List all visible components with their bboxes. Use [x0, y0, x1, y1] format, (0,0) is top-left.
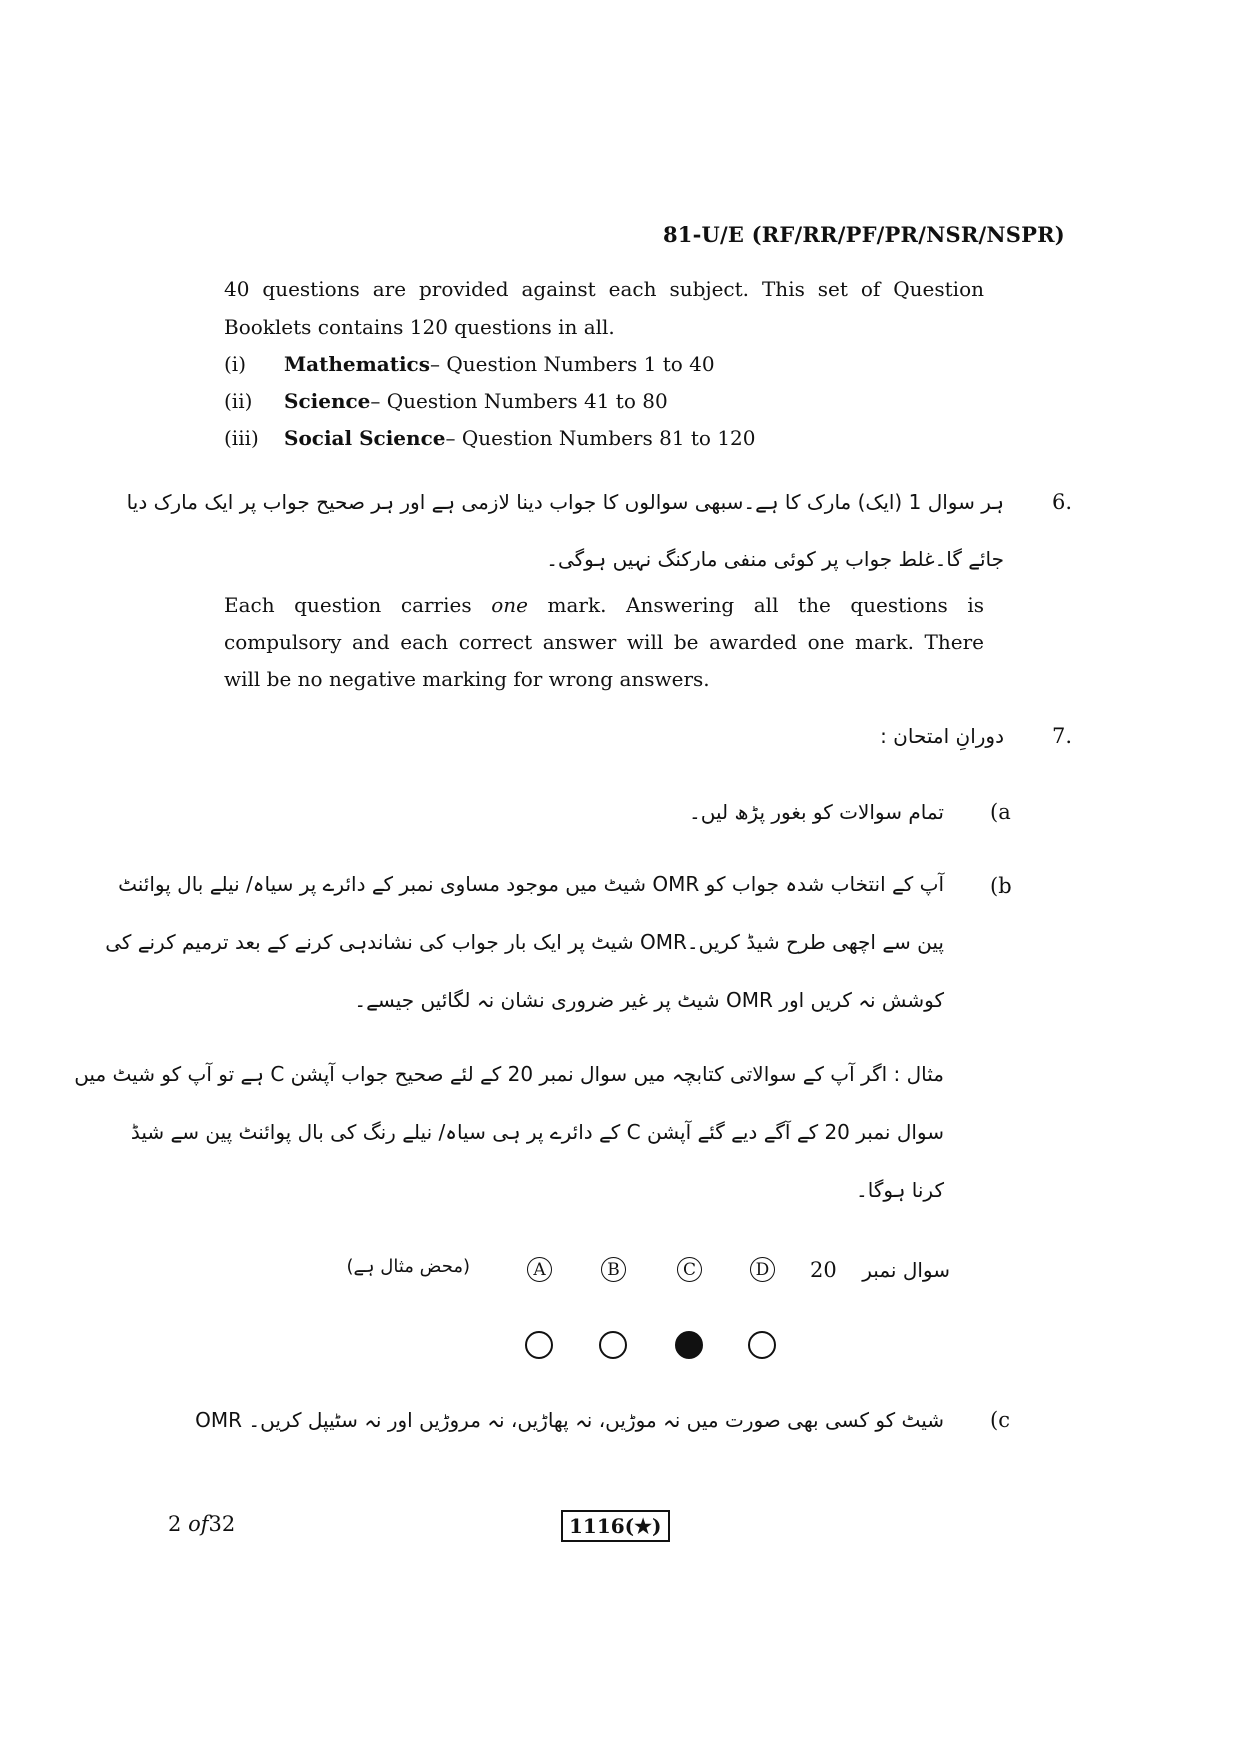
- item-6-urdu-line-1: ہر سوال 1 (ایک) مارک کا ہے۔سبھی سوالوں کا جواب دینا لازمی ہے اور ہر صحیح جواب پر ایک مارک دیا: [126, 490, 1004, 514]
- example-line-2: سوال نمبر 20 کے آگے دیے گئے آپشن C کے دائرے پر ہی سیاہ/ نیلے رنگ کی بال پوائنٹ پین سے شیڈ: [130, 1120, 944, 1144]
- bubble-d: [748, 1331, 776, 1359]
- intro-line-1: 40 questions are provided against each subject. This set of Question: [224, 277, 984, 301]
- item-6-english-line-2: compulsory and each correct answer will be awarded one mark. There: [224, 630, 984, 654]
- page-number: [168, 1512, 235, 1536]
- example-line-3: کرنا ہوگا۔: [856, 1178, 944, 1202]
- item-6-text-emphasis: one: [491, 593, 528, 617]
- question-number-value: 20: [810, 1258, 837, 1282]
- option-d-label: D: [750, 1257, 775, 1282]
- bubble-b: [599, 1331, 627, 1359]
- option-b-label: B: [601, 1257, 626, 1282]
- subject-range: – Question Numbers 1 to 40: [430, 352, 715, 376]
- subject-range: – Question Numbers 41 to 80: [370, 389, 668, 413]
- subject-name: Mathematics: [284, 352, 430, 376]
- bubble-a: [525, 1331, 553, 1359]
- subject-range: – Question Numbers 81 to 120: [445, 426, 756, 450]
- item-7a-label: (a: [990, 800, 1011, 824]
- subject-index: (i): [224, 352, 247, 376]
- item-6-text-post: mark. Answering all the questions is: [527, 593, 984, 617]
- page-current: 2: [168, 1512, 182, 1536]
- option-a-label: A: [527, 1257, 552, 1282]
- item-7b-line-1: آپ کے انتخاب شدہ جواب کو OMR شیٹ میں موجود مساوی نمبر کے دائرے پر سیاہ/ نیلے بال پوائنٹ: [118, 872, 944, 896]
- item-7b-label: (b: [990, 874, 1012, 898]
- item-6-urdu-line-2: جائے گا۔غلط جواب پر کوئی منفی مارکنگ نہیں ہوگی۔: [546, 547, 1004, 571]
- subject-list-item: [224, 419, 756, 457]
- item-6-number: 6.: [1052, 490, 1073, 514]
- item-7a-text: تمام سوالات کو بغور پڑھ لیں۔: [689, 800, 944, 824]
- item-7b-line-2: پین سے اچھی طرح شیڈ کریں۔OMR شیٹ پر ایک بار جواب کی نشاندہی کرنے کے بعد ترمیم کرنے کی: [105, 930, 944, 954]
- item-6-english-line-1: [224, 586, 984, 624]
- subject-list-item: [224, 382, 668, 420]
- item-7b-line-3: کوشش نہ کریں اور OMR شیٹ پر غیر ضروری نشان نہ لگائیں جیسے۔: [354, 988, 944, 1012]
- intro-line-2: Booklets contains 120 questions in all.: [224, 315, 615, 339]
- item-7c-label: (c: [990, 1408, 1010, 1432]
- subject-list-item: [224, 345, 715, 383]
- subject-name: Social Science: [284, 426, 446, 450]
- document-code: 81-U/E (RF/RR/PF/PR/NSR/NSPR): [663, 222, 1065, 247]
- page-of: of: [188, 1512, 209, 1536]
- question-number-label: سوال نمبر: [862, 1258, 950, 1282]
- subject-index: (iii): [224, 426, 259, 450]
- page-total: 32: [208, 1512, 236, 1536]
- item-7c-text: OMR شیٹ کو کسی بھی صورت میں نہ موڑیں، نہ پھاڑیں، نہ مروڑیں اور نہ سٹیپل کریں۔: [195, 1408, 944, 1432]
- item-6-text-pre: Each question carries: [224, 593, 492, 617]
- subject-index: (ii): [224, 389, 253, 413]
- item-7-number: 7.: [1052, 724, 1073, 748]
- bubble-c-filled: [675, 1331, 703, 1359]
- subject-name: Science: [284, 389, 371, 413]
- option-c-label: C: [677, 1257, 702, 1282]
- item-6-english-line-3: will be no negative marking for wrong answers.: [224, 667, 710, 691]
- footer-code-box: 1116(★): [561, 1510, 670, 1542]
- only-example-note: (محض مثال ہے): [346, 1256, 470, 1277]
- example-line-1: مثال : اگر آپ کے سوالاتی کتابچہ میں سوال نمبر 20 کے لئے صحیح جواب آپشن C ہے تو آپ کو شیٹ میں: [74, 1062, 944, 1086]
- item-7-heading: دورانِ امتحان :: [880, 724, 1004, 748]
